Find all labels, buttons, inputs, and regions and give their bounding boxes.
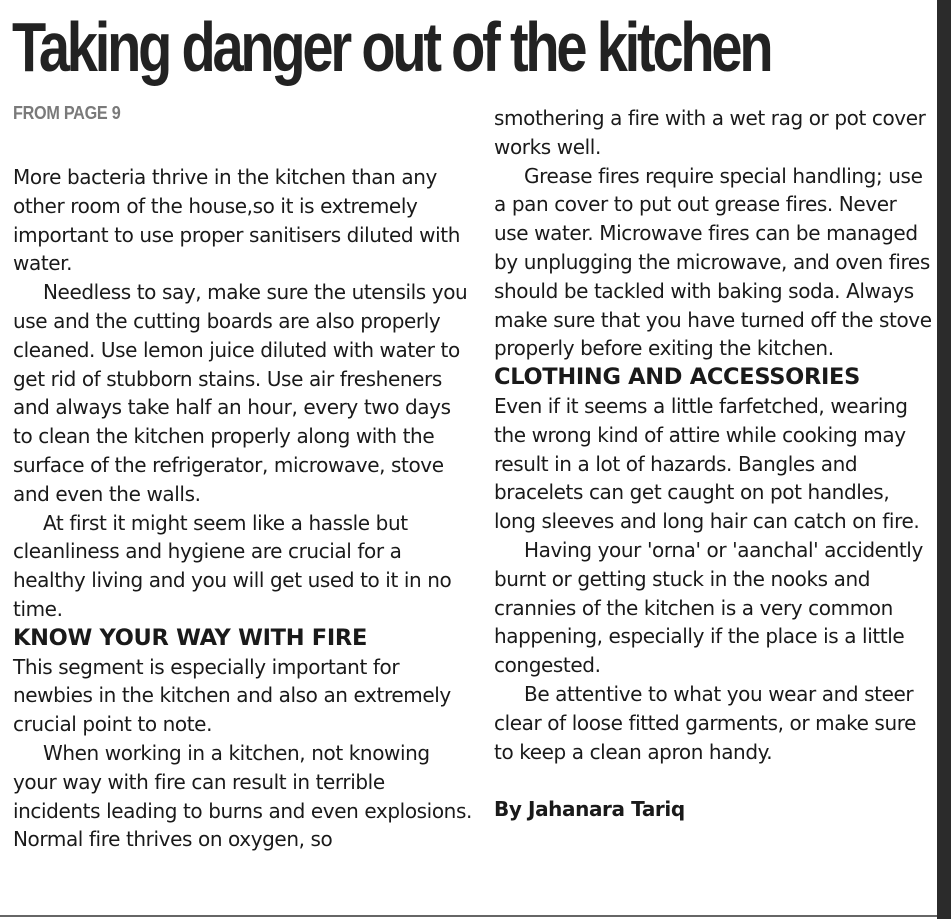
section-heading: CLOTHING AND ACCESSORIES	[494, 364, 861, 391]
article-paragraph: smothering a fire with a wet rag or pot cover works well.	[494, 106, 926, 159]
continued-from-label: FROM PAGE 9	[13, 103, 121, 123]
article-paragraph: This segment is especially important for newbies in the kitchen and also an extremely crucial point to note.	[13, 654, 451, 737]
article-paragraph: More bacteria thrive in the kitchen than any other room of the house,so it is extremely important to use proper sanitisers diluted with water.	[13, 165, 461, 276]
article-paragraph: Grease fires require special handling; use a pan cover to put out grease fires. Never use water. Microwave fires can be managed by unplugging the microwave, and oven fires should be tackled with baking soda. Always make sure that you have turned off the stove properly before exiting the kitchen.	[494, 163, 932, 361]
article-column-right	[494, 104, 934, 824]
page-edge-bar	[937, 0, 951, 919]
article-paragraph: Needless to say, make sure the utensils you use and the cutting boards are also properly cleaned. Use lemon juice diluted with water to get rid of stubborn stains. Use air fresheners and always take half an hour, every two days to clean the kitchen properly along with the surface of the refrigerator, microwave, stove and even the walls.	[13, 280, 468, 506]
article-headline: Taking danger out of the kitchen	[12, 8, 771, 86]
article-paragraph: When working in a kitchen, not knowing your way with fire can result in terrible incidents leading to burns and even explosions. Normal fire thrives on oxygen, so	[13, 740, 472, 852]
section-heading: KNOW YOUR WAY WITH FIRE	[13, 624, 368, 651]
article-column-left	[13, 163, 475, 854]
byline: By Jahanara Tariq	[494, 797, 685, 822]
article-paragraph: Be attentive to what you wear and steer clear of loose fitted garments, or make sure to keep a clean apron handy.	[494, 681, 917, 764]
article-paragraph: Having your 'orna' or 'aanchal' accidently burnt or getting stuck in the nooks and crannies of the kitchen is a very common happening, especially if the place is a little congested.	[494, 537, 923, 678]
bottom-rule	[0, 915, 937, 917]
article-paragraph: At first it might seem like a hassle but cleanliness and hygiene are crucial for a healthy living and you will get used to it in no time.	[13, 510, 452, 621]
article-paragraph: Even if it seems a little farfetched, wearing the wrong kind of attire while cooking may result in a lot of hazards. Bangles and bracelets can get caught on pot handles, long sleeves and long hair can catch on fire.	[494, 393, 920, 534]
